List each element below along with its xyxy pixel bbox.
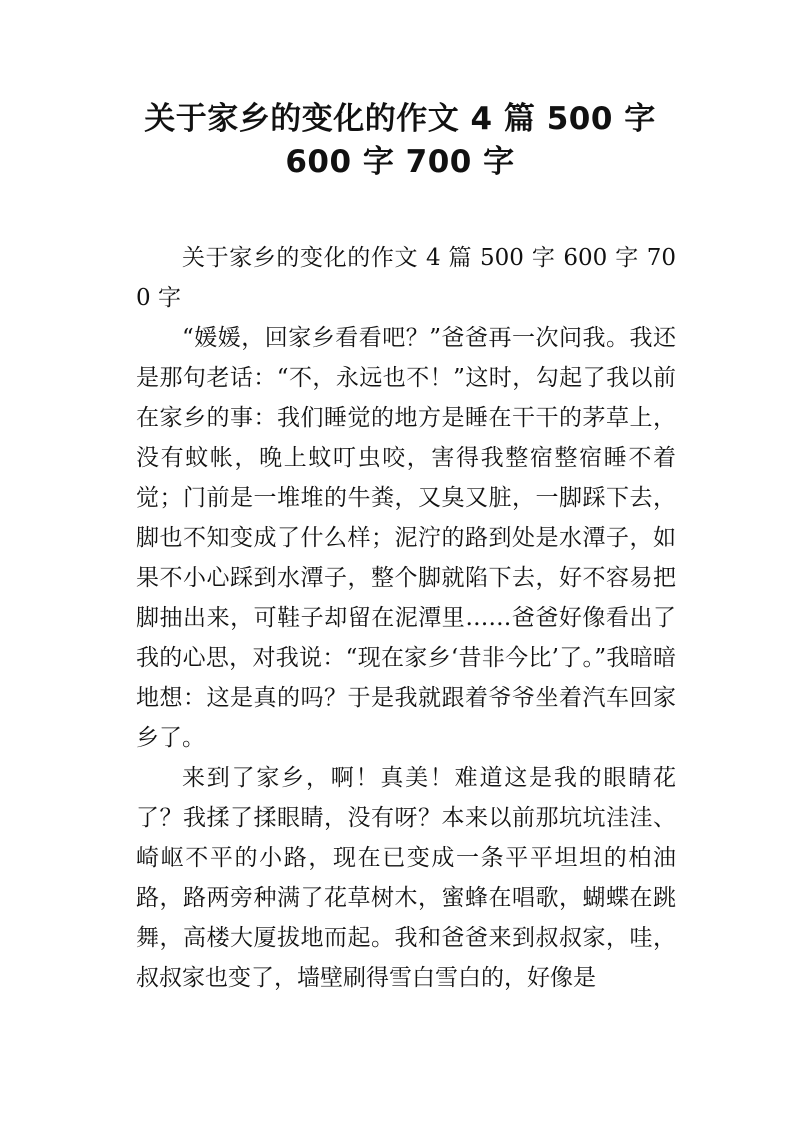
paragraph-1: “媛媛，回家乡看看吧？”爸爸再一次问我。我还是那句老话：“不，永远也不！”这时，勾起了我以前在家乡的事：我们睡觉的地方是睡在干干的茅草上，没有蚊帐，晚上蚊叮虫咬，害得我整宿整宿睡不着觉；门前是一堆堆的牛粪，又臭又脏，一脚踩下去，脚也不知变成了什么样；泥泞的路到处是水潭子，如果不小心踩到水潭子，整个脚就陷下去，好不容易把脚抽出来，可鞋子却留在泥潭里……爸爸好像看出了我的心思，对我说：“现在家乡‘昔非今比’了。”我暗暗地想：这是真的吗？于是我就跟着爷爷坐着汽车回家乡了。 (136, 325, 676, 751)
paragraph-2: 来到了家乡，啊！真美！难道这是我的眼睛花了？我揉了揉眼睛，没有呀？本来以前那坑坑洼洼、崎岖不平的小路，现在已变成一条平平坦坦的柏油路，路两旁种满了花草树木，蜜蜂在唱歌，蝴蝶在跳舞，高楼大厦拔地而起。我和爸爸来到叔叔家，哇，叔叔家也变了，墙壁刷得雪白雪白的，好像是 (136, 765, 676, 991)
document-title-line-2: 600 字 700 字 (285, 144, 515, 180)
document-title-line-1: 关于家乡的变化的作文 4 篇 500 字 (144, 101, 656, 137)
document-body (136, 238, 676, 998)
paragraph-heading: 关于家乡的变化的作文 4 篇 500 字 600 字 700 字 (136, 245, 676, 311)
